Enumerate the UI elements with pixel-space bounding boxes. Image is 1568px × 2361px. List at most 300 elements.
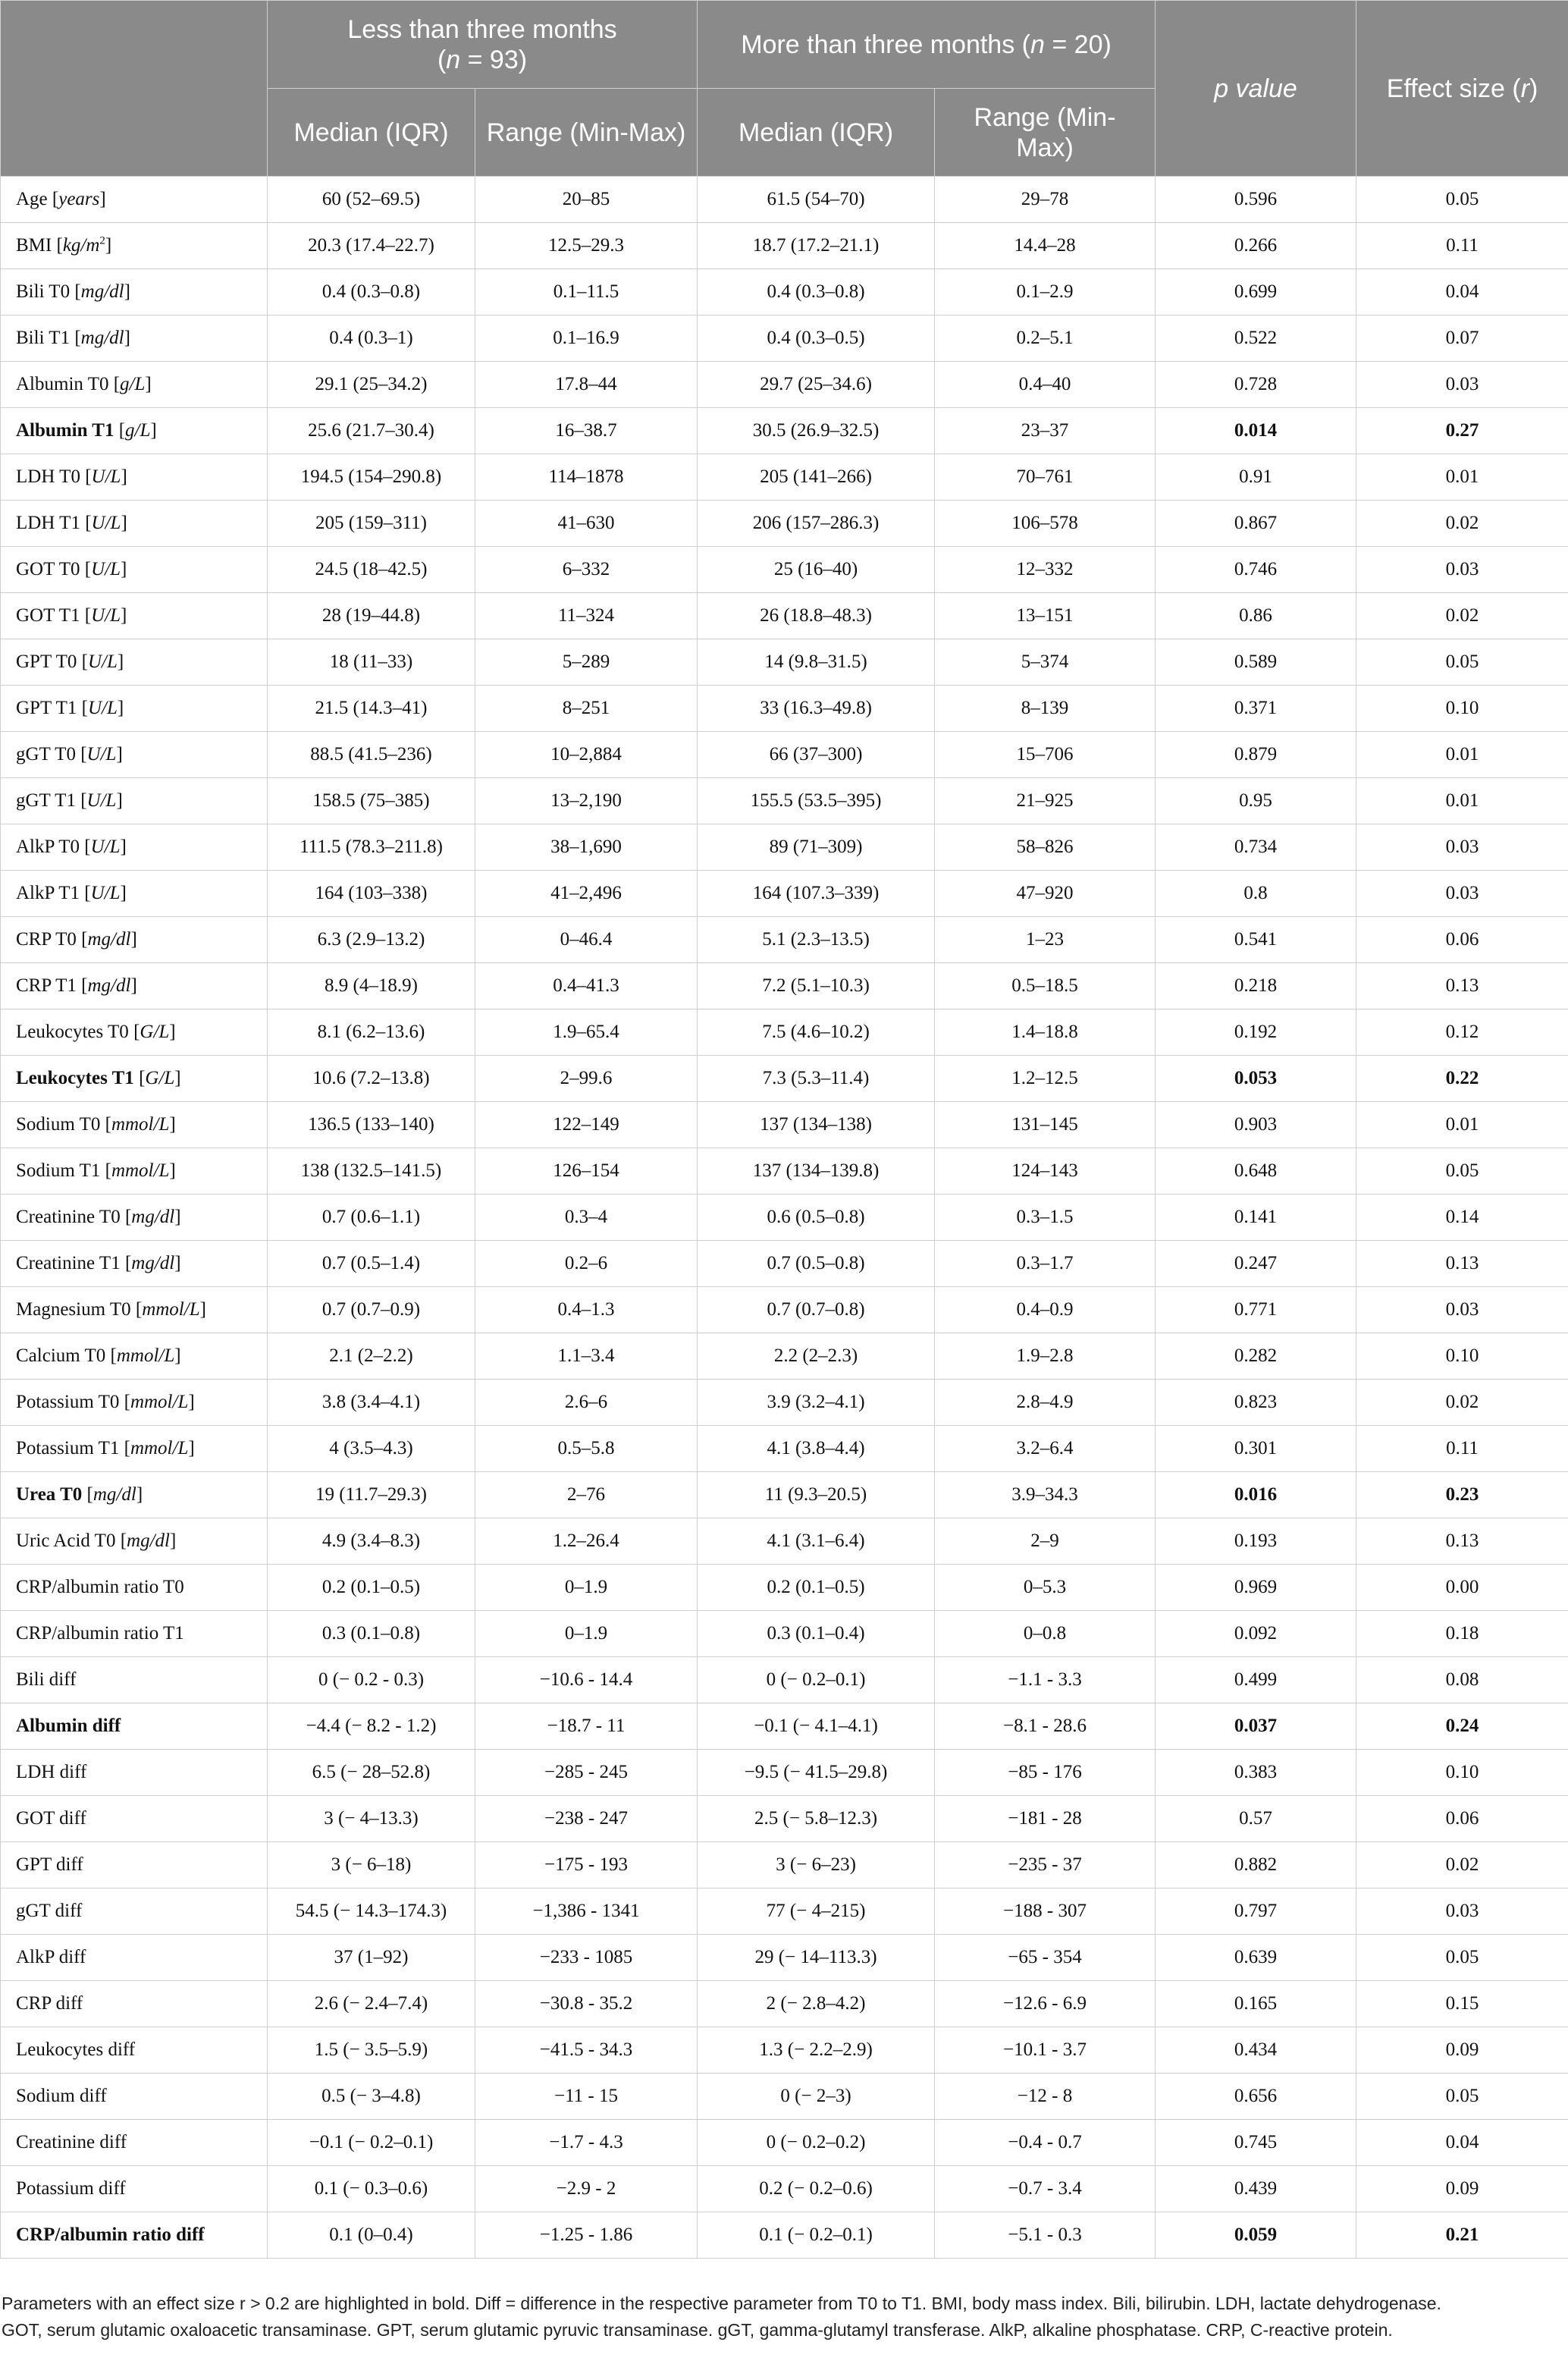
- parameter-name: Sodium diff: [16, 2086, 107, 2106]
- table-row: [1, 2212, 1568, 2259]
- range-group2-cell: 124–143: [935, 1148, 1156, 1195]
- parameter-name: gGT diff: [16, 1901, 83, 1921]
- parameter-cell: [1, 1518, 268, 1565]
- median-iqr-group1-cell: 136.5 (133–140): [268, 1102, 475, 1148]
- range-group2-cell: 1.4–18.8: [935, 1009, 1156, 1056]
- parameter-name: Creatinine T0: [16, 1207, 121, 1227]
- table-row: [1, 1333, 1568, 1380]
- effect-size-cell: 0.18: [1356, 1611, 1568, 1657]
- parameter-cell: [1, 871, 268, 917]
- footnote: [2, 2290, 1563, 2344]
- parameter-name: LDH T0: [16, 466, 80, 487]
- p-value-cell: 0.589: [1156, 639, 1356, 686]
- median-iqr-group2-cell: 89 (71–309): [698, 824, 935, 871]
- parameter-cell: [1, 454, 268, 501]
- parameter-name: Leukocytes diff: [16, 2039, 136, 2060]
- effect-size-cell: 0.23: [1356, 1472, 1568, 1518]
- median-iqr-group1-cell: 24.5 (18–42.5): [268, 547, 475, 593]
- effect-size-cell: 0.06: [1356, 917, 1568, 963]
- effect-size-cell: 0.09: [1356, 2166, 1568, 2212]
- effect-size-cell: 0.03: [1356, 1888, 1568, 1935]
- range-group2-cell: −10.1 - 3.7: [935, 2027, 1156, 2074]
- parameter-name: gGT T0: [16, 744, 76, 764]
- range-group1-cell: −1.7 - 4.3: [475, 2120, 698, 2166]
- effect-size-cell: 0.10: [1356, 1333, 1568, 1380]
- table-body: [1, 177, 1568, 2259]
- effect-size-cell: 0.00: [1356, 1565, 1568, 1611]
- effect-size-cell: 0.05: [1356, 177, 1568, 223]
- parameter-cell: [1, 824, 268, 871]
- range-group2-cell: 2–9: [935, 1518, 1156, 1565]
- table-row: [1, 1518, 1568, 1565]
- parameter-unit: [U/L]: [80, 559, 127, 579]
- effect-size-cell: 0.03: [1356, 547, 1568, 593]
- range-group1-cell: 126–154: [475, 1148, 698, 1195]
- median-iqr-group2-cell: 0.4 (0.3–0.5): [698, 316, 935, 362]
- range-group2-cell: 106–578: [935, 501, 1156, 547]
- effect-size-cell: 0.03: [1356, 871, 1568, 917]
- parameter-unit: [mg/dl]: [76, 929, 137, 950]
- p-value-cell: 0.969: [1156, 1565, 1356, 1611]
- parameter-name: Potassium T1: [16, 1438, 120, 1458]
- range-group1-cell: −1.25 - 1.86: [475, 2212, 698, 2259]
- p-value-cell: 0.165: [1156, 1981, 1356, 2027]
- parameter-cell: [1, 778, 268, 824]
- median-iqr-group2-cell: 0 (− 2–3): [698, 2074, 935, 2120]
- table-row: [1, 871, 1568, 917]
- p-value-cell: 0.499: [1156, 1657, 1356, 1703]
- parameter-name: GOT diff: [16, 1808, 86, 1829]
- median-iqr-group2-cell: 0.6 (0.5–0.8): [698, 1195, 935, 1241]
- effect-size-cell: 0.10: [1356, 686, 1568, 732]
- range-group1-cell: −175 - 193: [475, 1842, 698, 1888]
- median-iqr-group1-cell: 0.7 (0.7–0.9): [268, 1287, 475, 1333]
- parameter-cell: [1, 593, 268, 639]
- range-group1-cell: 5–289: [475, 639, 698, 686]
- effect-size-cell: 0.04: [1356, 269, 1568, 316]
- range-group2-cell: −0.7 - 3.4: [935, 2166, 1156, 2212]
- effect-size-cell: 0.01: [1356, 778, 1568, 824]
- parameter-name: Bili diff: [16, 1669, 77, 1690]
- range-group2-cell: 3.9–34.3: [935, 1472, 1156, 1518]
- parameter-cell: [1, 1287, 268, 1333]
- median-iqr-group1-cell: 138 (132.5–141.5): [268, 1148, 475, 1195]
- table-row: [1, 1842, 1568, 1888]
- median-iqr-group2-cell: 2.2 (2–2.3): [698, 1333, 935, 1380]
- table-row: [1, 223, 1568, 269]
- range-group1-cell: 13–2,190: [475, 778, 698, 824]
- range-group2-cell: 47–920: [935, 871, 1156, 917]
- p-value-cell: 0.879: [1156, 732, 1356, 778]
- median-iqr-group2-cell: 11 (9.3–20.5): [698, 1472, 935, 1518]
- effect-size-cell: 0.01: [1356, 1102, 1568, 1148]
- table-row: [1, 1888, 1568, 1935]
- parameter-cell: [1, 501, 268, 547]
- parameter-name: CRP/albumin ratio T1: [16, 1623, 184, 1644]
- parameter-cell: [1, 1611, 268, 1657]
- parameter-unit: [mg/dl]: [82, 1484, 143, 1505]
- effect-size-cell: 0.03: [1356, 1287, 1568, 1333]
- p-value-cell: 0.734: [1156, 824, 1356, 871]
- p-value-cell: 0.745: [1156, 2120, 1356, 2166]
- range-group1-cell: 0.2–6: [475, 1241, 698, 1287]
- range-group1-cell: 38–1,690: [475, 824, 698, 871]
- median-iqr-group2-cell: 205 (141–266): [698, 454, 935, 501]
- range-group2-cell: −188 - 307: [935, 1888, 1156, 1935]
- effect-size-cell: 0.02: [1356, 501, 1568, 547]
- range-group2-cell: 131–145: [935, 1102, 1156, 1148]
- table-row: [1, 2120, 1568, 2166]
- range-group2-cell: 12–332: [935, 547, 1156, 593]
- range-group1-cell: 2–99.6: [475, 1056, 698, 1102]
- table-row: [1, 2166, 1568, 2212]
- range-group1-cell: −18.7 - 11: [475, 1703, 698, 1750]
- median-iqr-group2-cell: 2.5 (− 5.8–12.3): [698, 1796, 935, 1842]
- median-iqr-group1-cell: 60 (52–69.5): [268, 177, 475, 223]
- parameter-cell: [1, 1333, 268, 1380]
- parameter-unit: [mmol/L]: [105, 1345, 181, 1366]
- p-value-cell: 0.192: [1156, 1009, 1356, 1056]
- effect-size-cell: 0.27: [1356, 408, 1568, 454]
- range-group1-cell: −238 - 247: [475, 1796, 698, 1842]
- median-iqr-group1-cell: 205 (159–311): [268, 501, 475, 547]
- parameter-name: Potassium T0: [16, 1392, 120, 1412]
- median-iqr-group1-cell: 4 (3.5–4.3): [268, 1426, 475, 1472]
- range-group1-cell: 0.1–11.5: [475, 269, 698, 316]
- p-value-cell: 0.91: [1156, 454, 1356, 501]
- median-iqr-group1-cell: 0.5 (− 3–4.8): [268, 2074, 475, 2120]
- group2-title: More than three months: [741, 30, 1015, 59]
- median-iqr-group2-cell: 3 (− 6–23): [698, 1842, 935, 1888]
- p-value-cell: 0.823: [1156, 1380, 1356, 1426]
- parameter-name: Albumin diff: [16, 1716, 121, 1736]
- median-iqr-group2-cell: 26 (18.8–48.3): [698, 593, 935, 639]
- effect-size-cell: 0.22: [1356, 1056, 1568, 1102]
- median-iqr-group2-cell: 7.2 (5.1–10.3): [698, 963, 935, 1009]
- range-group2-cell: 5–374: [935, 639, 1156, 686]
- median-iqr-group2-cell: 61.5 (54–70): [698, 177, 935, 223]
- range-group2-cell: 0.1–2.9: [935, 269, 1156, 316]
- parameter-name: CRP/albumin ratio diff: [16, 2224, 205, 2245]
- parameter-cell: [1, 1796, 268, 1842]
- median-iqr-group2-cell: 0.3 (0.1–0.4): [698, 1611, 935, 1657]
- p-value-cell: 0.218: [1156, 963, 1356, 1009]
- parameter-name: Bili T1: [16, 328, 71, 348]
- parameter-cell: [1, 1842, 268, 1888]
- parameter-cell: [1, 547, 268, 593]
- p-value-cell: 0.95: [1156, 778, 1356, 824]
- range-group1-cell: −1,386 - 1341: [475, 1888, 698, 1935]
- parameter-name: AlkP T0: [16, 837, 80, 857]
- parameter-name: Albumin T0: [16, 374, 109, 394]
- parameter-unit: [mg/dl]: [70, 281, 130, 302]
- p-value-cell: 0.57: [1156, 1796, 1356, 1842]
- table-row: [1, 593, 1568, 639]
- parameter-unit: [mg/dl]: [120, 1253, 181, 1273]
- range-group2-cell: 2.8–4.9: [935, 1380, 1156, 1426]
- parameter-cell: [1, 1565, 268, 1611]
- range-group1-cell: −41.5 - 34.3: [475, 2027, 698, 2074]
- table-row: [1, 1750, 1568, 1796]
- parameter-cell: [1, 963, 268, 1009]
- range-group2-cell: 29–78: [935, 177, 1156, 223]
- range-group2-cell: −181 - 28: [935, 1796, 1156, 1842]
- parameter-name: CRP T1: [16, 975, 77, 996]
- range-group1-cell: 0–1.9: [475, 1565, 698, 1611]
- parameter-name: gGT T1: [16, 790, 76, 811]
- parameter-unit: $[kg/m^2]$: [52, 234, 112, 256]
- range-group1-cell: −2.9 - 2: [475, 2166, 698, 2212]
- table-row: [1, 362, 1568, 408]
- p-value-cell: 0.656: [1156, 2074, 1356, 2120]
- parameter-cell: [1, 1056, 268, 1102]
- effect-size-cell: 0.10: [1356, 1750, 1568, 1796]
- table-row: [1, 1102, 1568, 1148]
- range-group2-cell: 0.2–5.1: [935, 316, 1156, 362]
- range-group2-cell: −12.6 - 6.9: [935, 1981, 1156, 2027]
- table-row: [1, 1009, 1568, 1056]
- parameter-name: GOT T0: [16, 559, 80, 579]
- parameter-unit: [U/L]: [80, 466, 127, 487]
- table-row: [1, 1056, 1568, 1102]
- effect-size-cell: 0.05: [1356, 2074, 1568, 2120]
- median-iqr-group2-cell: 137 (134–138): [698, 1102, 935, 1148]
- table-row: [1, 316, 1568, 362]
- p-value-cell: 0.882: [1156, 1842, 1356, 1888]
- range-group2-cell: 1.2–12.5: [935, 1056, 1156, 1102]
- table-row: [1, 1426, 1568, 1472]
- median-iqr-group1-cell: 0.1 (0–0.4): [268, 2212, 475, 2259]
- p-value-cell: 0.797: [1156, 1888, 1356, 1935]
- median-iqr-group1-cell: 20.3 (17.4–22.7): [268, 223, 475, 269]
- median-iqr-group1-cell: 29.1 (25–34.2): [268, 362, 475, 408]
- p-value-cell: 0.439: [1156, 2166, 1356, 2212]
- effect-size-cell: 0.05: [1356, 1148, 1568, 1195]
- table-row: [1, 454, 1568, 501]
- range-group1-cell: 122–149: [475, 1102, 698, 1148]
- header-group-less-than-three-months: [268, 1, 698, 89]
- range-group1-cell: 6–332: [475, 547, 698, 593]
- table-row: [1, 1472, 1568, 1518]
- p-value-cell: 0.016: [1156, 1472, 1356, 1518]
- parameter-cell: [1, 1426, 268, 1472]
- median-iqr-group2-cell: 0.4 (0.3–0.8): [698, 269, 935, 316]
- parameter-name: GOT T1: [16, 605, 80, 626]
- parameter-cell: [1, 1241, 268, 1287]
- table-row: [1, 1611, 1568, 1657]
- parameter-unit: [mg/dl]: [115, 1531, 177, 1551]
- parameter-unit: [mmol/L]: [100, 1114, 176, 1135]
- effect-size-cell: 0.07: [1356, 316, 1568, 362]
- table-row: [1, 269, 1568, 316]
- parameter-name: Creatinine diff: [16, 2132, 127, 2152]
- median-iqr-group1-cell: 0.1 (− 0.3–0.6): [268, 2166, 475, 2212]
- median-iqr-group1-cell: 6.3 (2.9–13.2): [268, 917, 475, 963]
- median-iqr-group1-cell: 164 (103–338): [268, 871, 475, 917]
- median-iqr-group1-cell: 0.3 (0.1–0.8): [268, 1611, 475, 1657]
- parameter-unit: [U/L]: [80, 513, 127, 533]
- median-iqr-group1-cell: 2.1 (2–2.2): [268, 1333, 475, 1380]
- range-group2-cell: 1.9–2.8: [935, 1333, 1156, 1380]
- range-group2-cell: −1.1 - 3.3: [935, 1657, 1156, 1703]
- median-iqr-group1-cell: 88.5 (41.5–236): [268, 732, 475, 778]
- header-median-iqr-group2: Median (IQR): [698, 89, 935, 177]
- range-group1-cell: 10–2,884: [475, 732, 698, 778]
- parameter-name: Calcium T0: [16, 1345, 106, 1366]
- p-value-cell: 0.434: [1156, 2027, 1356, 2074]
- parameter-cell: [1, 2027, 268, 2074]
- parameter-cell: [1, 1935, 268, 1981]
- parameter-unit: [U/L]: [80, 883, 127, 903]
- parameter-unit: [mmol/L]: [130, 1299, 206, 1320]
- median-iqr-group1-cell: 28 (19–44.8): [268, 593, 475, 639]
- range-group2-cell: −8.1 - 28.6: [935, 1703, 1156, 1750]
- p-value-cell: 0.522: [1156, 316, 1356, 362]
- header-effect-size: Effect size (r): [1356, 1, 1568, 177]
- median-iqr-group2-cell: 155.5 (53.5–395): [698, 778, 935, 824]
- parameter-name: AlkP diff: [16, 1947, 86, 1967]
- p-value-cell: 0.648: [1156, 1148, 1356, 1195]
- parameter-name: Magnesium T0: [16, 1299, 131, 1320]
- range-group1-cell: 12.5–29.3: [475, 223, 698, 269]
- parameter-name: LDH diff: [16, 1762, 87, 1782]
- range-group2-cell: 0–0.8: [935, 1611, 1156, 1657]
- parameter-name: CRP T0: [16, 929, 77, 950]
- effect-size-cell: 0.04: [1356, 2120, 1568, 2166]
- range-group1-cell: 0.5–5.8: [475, 1426, 698, 1472]
- parameter-unit: [U/L]: [75, 790, 123, 811]
- p-value-cell: 0.141: [1156, 1195, 1356, 1241]
- parameter-cell: [1, 2166, 268, 2212]
- range-group2-cell: 0–5.3: [935, 1565, 1156, 1611]
- parameter-cell: [1, 1102, 268, 1148]
- effect-size-cell: 0.01: [1356, 454, 1568, 501]
- parameter-cell: [1, 732, 268, 778]
- table-row: [1, 1241, 1568, 1287]
- table-row: [1, 1565, 1568, 1611]
- parameter-unit: [U/L]: [80, 837, 127, 857]
- p-value-cell: 0.86: [1156, 593, 1356, 639]
- table-row: [1, 778, 1568, 824]
- effect-size-cell: 0.24: [1356, 1703, 1568, 1750]
- median-iqr-group2-cell: 7.3 (5.3–11.4): [698, 1056, 935, 1102]
- effect-size-cell: 0.12: [1356, 1009, 1568, 1056]
- parameter-name: Creatinine T1: [16, 1253, 121, 1273]
- median-iqr-group2-cell: 29 (− 14–113.3): [698, 1935, 935, 1981]
- table-row: [1, 732, 1568, 778]
- range-group1-cell: 17.8–44: [475, 362, 698, 408]
- range-group1-cell: 1.1–3.4: [475, 1333, 698, 1380]
- median-iqr-group1-cell: −0.1 (− 0.2–0.1): [268, 2120, 475, 2166]
- median-iqr-group1-cell: 21.5 (14.3–41): [268, 686, 475, 732]
- median-iqr-group2-cell: 66 (37–300): [698, 732, 935, 778]
- median-iqr-group1-cell: 0.2 (0.1–0.5): [268, 1565, 475, 1611]
- parameter-unit: [mg/dl]: [120, 1207, 181, 1227]
- parameter-name: Bili T0: [16, 281, 71, 302]
- median-iqr-group2-cell: −9.5 (− 41.5–29.8): [698, 1750, 935, 1796]
- effect-size-cell: 0.02: [1356, 593, 1568, 639]
- median-iqr-group1-cell: 111.5 (78.3–211.8): [268, 824, 475, 871]
- range-group2-cell: 0.3–1.5: [935, 1195, 1156, 1241]
- median-iqr-group1-cell: 10.6 (7.2–13.8): [268, 1056, 475, 1102]
- parameter-unit: [G/L]: [133, 1068, 181, 1088]
- median-iqr-group1-cell: 18 (11–33): [268, 639, 475, 686]
- range-group2-cell: −65 - 354: [935, 1935, 1156, 1981]
- header-median-iqr-group1: Median (IQR): [268, 89, 475, 177]
- table-row: [1, 1657, 1568, 1703]
- median-iqr-group1-cell: 0.4 (0.3–0.8): [268, 269, 475, 316]
- p-value-cell: 0.746: [1156, 547, 1356, 593]
- median-iqr-group1-cell: 2.6 (− 2.4–7.4): [268, 1981, 475, 2027]
- range-group1-cell: −285 - 245: [475, 1750, 698, 1796]
- header-p-value: p value: [1156, 1, 1356, 177]
- parameter-cell: [1, 223, 268, 269]
- parameter-unit: [years]: [47, 189, 106, 209]
- median-iqr-group2-cell: 77 (− 4–215): [698, 1888, 935, 1935]
- table-row: [1, 1935, 1568, 1981]
- parameter-cell: [1, 362, 268, 408]
- median-iqr-group2-cell: 0 (− 0.2–0.2): [698, 2120, 935, 2166]
- parameter-name: Urea T0: [16, 1484, 83, 1505]
- effect-size-cell: 0.09: [1356, 2027, 1568, 2074]
- range-group1-cell: −10.6 - 14.4: [475, 1657, 698, 1703]
- table-row: [1, 408, 1568, 454]
- median-iqr-group2-cell: 0 (− 0.2–0.1): [698, 1657, 935, 1703]
- parameter-name: Potassium diff: [16, 2178, 126, 2199]
- parameter-name: CRP diff: [16, 1993, 83, 2014]
- range-group1-cell: 8–251: [475, 686, 698, 732]
- p-value-cell: 0.596: [1156, 177, 1356, 223]
- parameter-cell: [1, 1148, 268, 1195]
- effect-size-cell: 0.03: [1356, 362, 1568, 408]
- range-group1-cell: 41–630: [475, 501, 698, 547]
- p-value-cell: 0.193: [1156, 1518, 1356, 1565]
- p-value-cell: 0.247: [1156, 1241, 1356, 1287]
- p-value-cell: 0.699: [1156, 269, 1356, 316]
- header-range-group1: Range (Min-Max): [475, 89, 698, 177]
- parameter-cell: [1, 1380, 268, 1426]
- header-group-more-than-three-months: [698, 1, 1156, 89]
- effect-size-cell: 0.11: [1356, 223, 1568, 269]
- median-iqr-group1-cell: 4.9 (3.4–8.3): [268, 1518, 475, 1565]
- footnote-line-2: GOT, serum glutamic oxaloacetic transaminase. GPT, serum glutamic pyruvic transaminase. gGT, gamma-glutamyl transferase. AlkP, alkaline phosphatase. CRP, C-reactive protein.: [2, 2320, 1393, 2340]
- median-iqr-group2-cell: 0.2 (0.1–0.5): [698, 1565, 935, 1611]
- table-row: [1, 1287, 1568, 1333]
- effect-size-cell: 0.11: [1356, 1426, 1568, 1472]
- p-value-cell: 0.541: [1156, 917, 1356, 963]
- median-iqr-group1-cell: 194.5 (154–290.8): [268, 454, 475, 501]
- median-iqr-group2-cell: 164 (107.3–339): [698, 871, 935, 917]
- effect-size-cell: 0.08: [1356, 1657, 1568, 1703]
- table-row: [1, 177, 1568, 223]
- table-row: [1, 1796, 1568, 1842]
- group2-n: (n = 20): [1021, 30, 1112, 59]
- range-group2-cell: 14.4–28: [935, 223, 1156, 269]
- header-range-group2: Range (Min-Max): [935, 89, 1156, 177]
- range-group2-cell: 0.5–18.5: [935, 963, 1156, 1009]
- median-iqr-group1-cell: 3.8 (3.4–4.1): [268, 1380, 475, 1426]
- median-iqr-group2-cell: 25 (16–40): [698, 547, 935, 593]
- range-group2-cell: 70–761: [935, 454, 1156, 501]
- median-iqr-group1-cell: 1.5 (− 3.5–5.9): [268, 2027, 475, 2074]
- range-group2-cell: −5.1 - 0.3: [935, 2212, 1156, 2259]
- range-group1-cell: 0–46.4: [475, 917, 698, 963]
- parameter-unit: [U/L]: [80, 605, 127, 626]
- footnote-line-1: Parameters with an effect size r > 0.2 are highlighted in bold. Diff = difference in the respective parameter from T0 to T1. BMI, body mass index. Bili, bilirubin. LDH, lactate dehydrogenase.: [2, 2293, 1441, 2313]
- p-value-cell: 0.8: [1156, 871, 1356, 917]
- parameter-unit: [U/L]: [77, 698, 124, 718]
- parameter-unit: [mmol/L]: [119, 1392, 195, 1412]
